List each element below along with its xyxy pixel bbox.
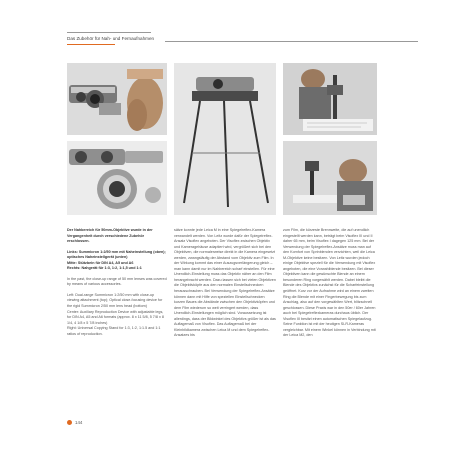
- photo-close-focusing-device: [67, 141, 167, 215]
- photo-copying-stand-top: [283, 63, 377, 135]
- body-text-3: zum Film, die kürzeste Brennweite, die auf unendlich eingestellt werden kann, beträgt beim Visoflex III und II daher 65 mm, beim Visoflex I dagegen 125 mm. Bei der Verwendung der Spiegelreflex-Ansätze muss man auf den Komfort von Sprinblenden verzichten, weil die Leica M-Objektive keine besitzen. Von Leitz wurden jedoch einige Objektive speziell für die Verwendung mit Visoflex angeboten, die eine Vorwahlblende besitzen. Bei dieser Objektiven kann die gewünschte Blende an einem besonderen Ring vorgewählt werden. Dabei bleibt die Blende des Objektivs zunächst für die Scharfeinstellung geöffnet. Kurz vor der Aufnahme wird an einem zweiten Ring die Blende mit einer Fingerbewegung bis zum Anschlag, also auf den vorgewählten Wert, blitzschnell geschlossen. Diese Praxis war in den 50er / 60er Jahren auch bei Spiegelreflexkameras durchaus üblich. Der Visoflex III besitzt einen automatischen Spiegelaufzug. Seine Funktion ist mit der heutigen SLR-Kameras vergleichbar. Mit einem Winkel können in Verbindung mit der Leica M2, den: [283, 228, 376, 338]
- body-column-3: [283, 228, 377, 339]
- caption-en-centre: Center: Auxiliary Reproduction Device with adjustable legs, for DIN A4, A5 and A6 formats (approx. 8 x 11 5/8, 5 7/8 x 8 1/4, 4 1/8 x 5 7/8 inches): [67, 309, 164, 325]
- accent-rule: [67, 44, 115, 45]
- photo-camera-close-up-attachment: [67, 63, 167, 135]
- caption-links: Links: Summicron 1:2/50 mm mit Naheinstellung (oben); optisches Naheinstellgerät (unten): [67, 249, 166, 260]
- folio-marker: [67, 420, 72, 425]
- caption-rechts: Rechts: Nahgerät für 1:3, 1:2, 1:1,5 und 1:1: [67, 266, 142, 271]
- header-rule-right: [165, 41, 418, 42]
- header-rule-left: [67, 32, 151, 33]
- photo-reproduction-device-legs: [174, 63, 276, 215]
- caption-mitte: Mitte: Stützbein für DIN A4, A5 und A6: [67, 260, 134, 265]
- caption-en-left: Left: Dual-range Summicron 1:2/50 mm with close-up viewing attachment (top); Optical close-focusing device for the rigid Summicron 2/50 mm lens head (bottom): [67, 292, 163, 309]
- running-head: Das Zubehör für Nah- und Fernaufnahmen: [67, 36, 155, 41]
- caption-intro: Der Nahbereich für 50mm-Objektive wurde in der Vergangenheit durch verschiedene Zubehör erschlossen.: [67, 228, 153, 244]
- caption-en-intro: In the past, the close-up range of 50 mm lenses was covered by means of various accessories.: [67, 276, 167, 287]
- caption-en-right: Right: Universal Copying Stand for 1:3, 1:2, 1:1.5 and 1:1 ratios of reproduction.: [67, 326, 161, 336]
- body-text-2: sätze konnte jede Leica M in eine Spiegelreflex-Kamera verwandelt werden. Von Leitz wurde dafür der Spiegelreflex-Ansatz Visoflex angeboten. Der Visoflex zwischen Objektiv und Kameragehäuse adaptiert wird, vergrößert sich bei den Objektiven, die normalerweise direkt in die Kamera eingesetzt werden, zwangsläufig der Abstand vom Objektiv zum Film. In der Wirkung kommt das einer Auszugsverlängerung gleich – man kann damit nur im Nahbereich scharf einstellen. Für eine Unendlich-Einstellung muss das Objektiv näher an den Film herangebracht werden. Dazu lassen sich bei vielen Objektiven die Objektivköpfe aus den normalen Einstellschnecken herausschrauben. Bei Verwendung der Spiegelreflex-Ansätze können dann mit Hilfe von speziellen Einstellschnecken kurzen Baues die Abstände zwischen den Objektivköpfen und dem Film wiederum so weit verringert werden, dass Unendlich-Einstellungen möglich sind. Voraussetzung ist allerdings, dass der Bildwinkel des Objektivs größer ist als das Auflagemaß von Visoflex. Das Auflagemaß bei der Kleinbildkamera zwischen Leica M und dem Spiegelreflex-Ansatzes bis: [174, 228, 276, 338]
- body-column-2: [174, 228, 276, 339]
- photo-copying-stand-bottom: [283, 141, 377, 215]
- caption-column: [67, 228, 167, 337]
- page-number: 144: [75, 420, 83, 425]
